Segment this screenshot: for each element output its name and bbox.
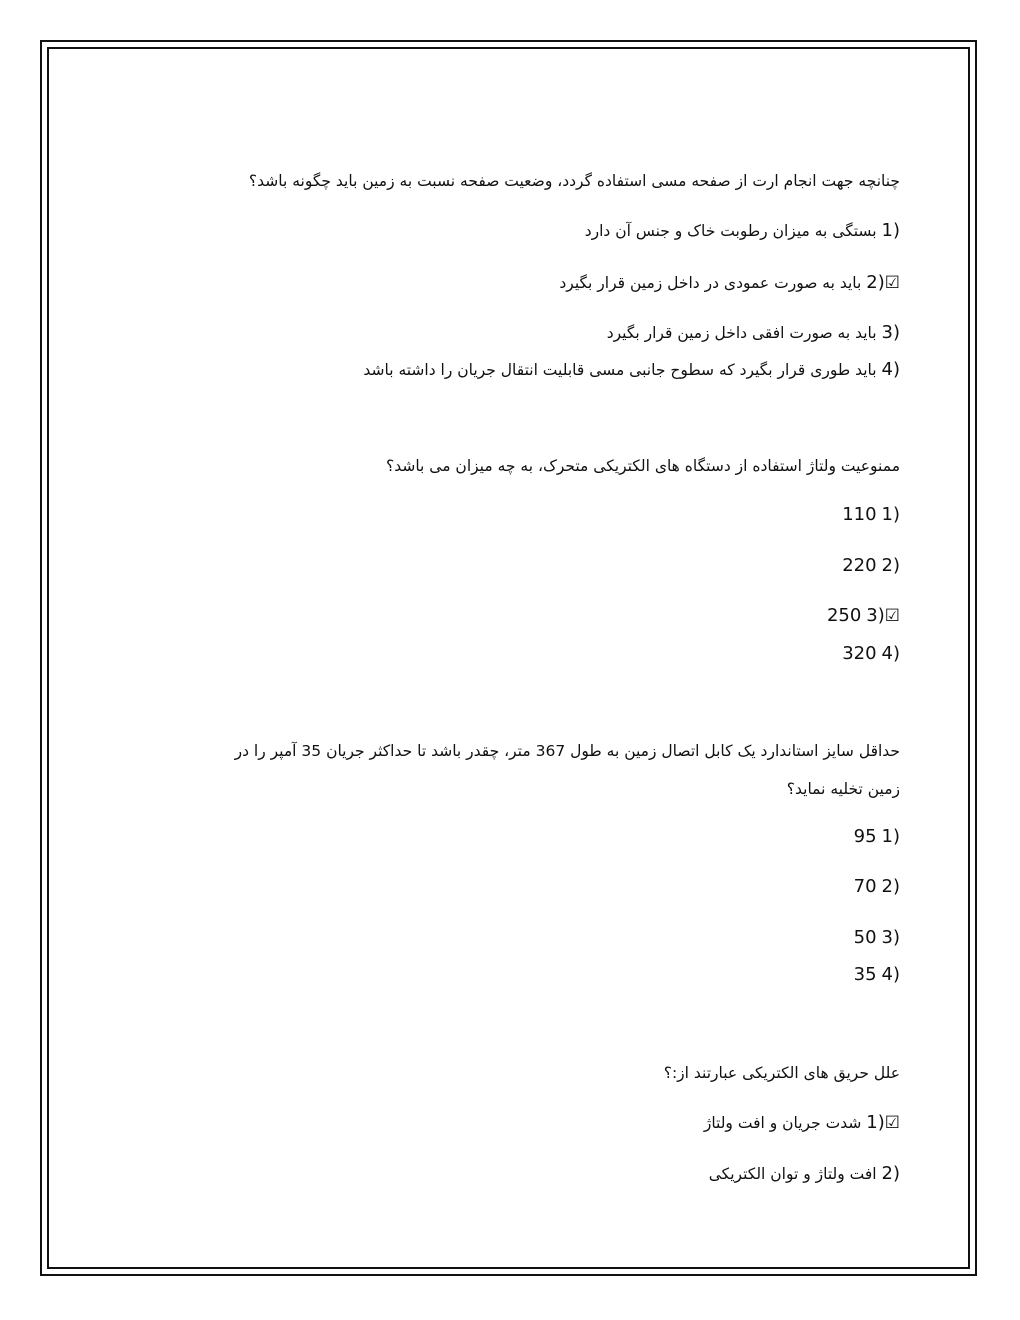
option-text: 95 — [853, 826, 877, 847]
option-number: 1) — [881, 504, 900, 525]
option-number: 4) — [881, 964, 900, 985]
question-3-option-2 — [854, 876, 900, 898]
option-number: 3) — [881, 927, 900, 948]
option-number: 2) — [866, 272, 885, 293]
question-4-option-2 — [709, 1163, 900, 1185]
question-1-option-4 — [363, 359, 900, 381]
checkbox-icon: ☑ — [884, 273, 900, 293]
option-text: بستگی به میزان رطوبت خاک و جنس آن دارد — [584, 222, 877, 240]
option-number: 2) — [881, 1163, 900, 1184]
option-number: 3) — [881, 322, 900, 343]
question-3-option-4 — [854, 964, 900, 986]
option-text: 70 — [853, 876, 877, 897]
question-3-option-3 — [854, 927, 900, 949]
option-number: 1) — [881, 220, 900, 241]
option-text: باید طوری قرار بگیرد که سطوح جانبی مسی قابلیت انتقال جریان را داشته باشد — [363, 361, 877, 379]
checkbox-icon: ☑ — [884, 606, 900, 626]
option-text: 50 — [853, 927, 877, 948]
question-3-text-line-1: حداقل سایز استاندارد یک کابل اتصال زمین به طول 367 متر، چقدر باشد تا حداکثر جریان 35 آمپر را در — [234, 742, 900, 760]
option-text: شدت جریان و افت ولتاژ — [703, 1114, 862, 1132]
option-number: 3) — [866, 605, 885, 626]
question-1-option-2 — [559, 272, 900, 294]
question-3-text-line-2: زمین تخلیه نماید؟ — [786, 780, 900, 798]
option-number: 4) — [881, 643, 900, 664]
question-1-option-3 — [607, 322, 900, 344]
option-text: 320 — [842, 643, 877, 664]
checkbox-icon: ☑ — [884, 1113, 900, 1133]
option-text: 250 — [826, 605, 862, 626]
question-2-text: ممنوعیت ولتاژ استفاده از دستگاه های الکتریکی متحرک، به چه میزان می باشد؟ — [385, 457, 900, 475]
option-text: باید به صورت افقی داخل زمین قرار بگیرد — [606, 324, 877, 342]
question-2-option-2 — [842, 555, 900, 577]
question-2-option-3 — [827, 605, 900, 627]
option-number: 2) — [881, 876, 900, 897]
option-number: 1) — [866, 1112, 885, 1133]
question-4-text: علل حریق های الکتریکی عبارتند از:؟ — [663, 1064, 900, 1082]
option-number: 2) — [881, 555, 900, 576]
option-number: 4) — [881, 359, 900, 380]
question-1-option-1 — [585, 220, 900, 242]
question-4-option-1 — [704, 1112, 900, 1134]
option-text: 110 — [842, 504, 877, 525]
option-number: 1) — [881, 826, 900, 847]
question-3-option-1 — [854, 826, 900, 848]
question-2-option-1 — [842, 504, 900, 526]
option-text: باید به صورت عمودی در داخل زمین قرار بگیرد — [559, 274, 862, 292]
question-1-text: چنانچه جهت انجام ارت از صفحه مسی استفاده گردد، وضعیت صفحه نسبت به زمین باید چگونه باشد؟ — [248, 172, 900, 190]
option-text: افت ولتاژ و توان الکتریکی — [708, 1165, 877, 1183]
option-text: 35 — [853, 964, 877, 985]
question-2-option-4 — [842, 643, 900, 665]
option-text: 220 — [842, 555, 877, 576]
